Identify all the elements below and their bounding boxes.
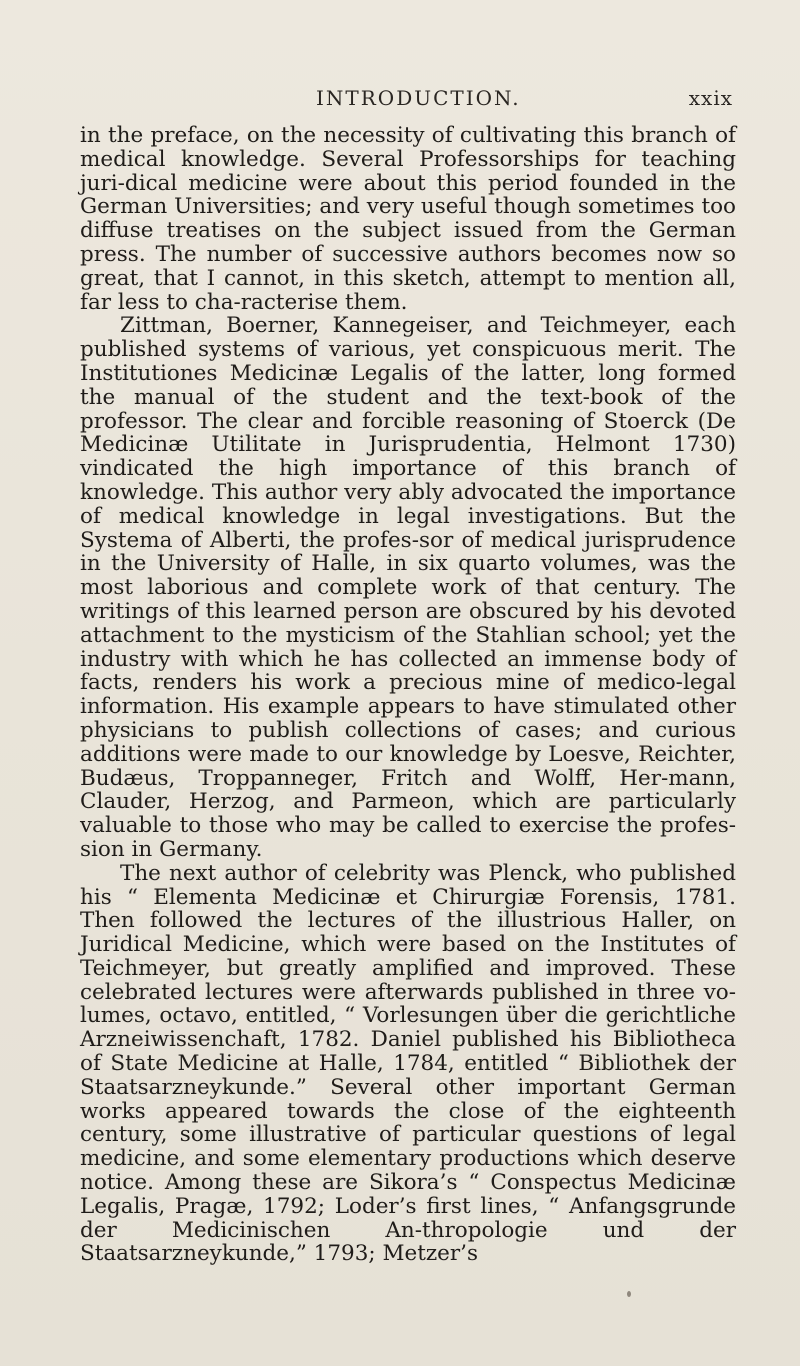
running-head <box>80 80 733 112</box>
page-number: xxix <box>688 86 733 110</box>
paragraph-plenck: The next author of celebrity was Plenck, who published his “ Elementa Medicinæ et Chirurgiæ Forensis, 1781. Then followed the lectures of the illustrious Haller, on Juridical Medicine, which were based on the Institutes of Teichmeyer, but greatly amplified and improved. These celebrated lectures were afterwards published in three vo-lumes, octavo, entitled, “ Vorlesungen über die gerichtliche Arzneiwissenchaft, 1782. Daniel published his Bibliotheca of State Medicine at Halle, 1784, entitled “ Bibliothek der Staatsarzneykunde.” Several other important German works appeared towards the close of the eighteenth century, some illustrative of particular questions of legal medicine, and some elementary productions which deserve notice. Among these are Sikora’s “ Conspectus Medicinæ Legalis, Pragæ, 1792; Loder’s first lines, “ Anfangsgrunde der Medicinischen An-thropologie und der Staatsarzneykunde,” 1793; Metzer’s <box>80 860 736 1267</box>
paragraph-continuation: in the preface, on the necessity of cultivating this branch of medical knowledge. Several Professorships for teaching juri-dical medicine were about this period founded in the German Universities; and very useful though sometimes too diffuse treatises on the subject issued from the German press. The number of successive authors becomes now so great, that I cannot, in this sketch, attempt to mention all, far less to cha-racterise them. <box>80 123 736 315</box>
running-head-title: INTRODUCTION. <box>316 86 521 110</box>
body-text <box>80 124 736 1266</box>
paper-speck <box>627 1291 631 1297</box>
paragraph-zittman: Zittman, Boerner, Kannegeiser, and Teichmeyer, each published systems of various, yet conspicuous merit. The Institutiones Medicinæ Legalis of the latter, long formed the manual of the student and the text-book of the professor. The clear and forcible reasoning of Stoerck (De Medicinæ Utilitate in Jurisprudentia, Helmont 1730) vindicated the high importance of this branch of knowledge. This author very ably advocated the importance of medical knowledge in legal investigations. But the Systema of Alberti, the profes-sor of medical jurisprudence in the University of Halle, in six quarto volumes, was the most laborious and complete work of that century. The writings of this learned person are obscured by his devoted attachment to the mysticism of the Stahlian school; yet the industry with which he has collected an immense body of facts, renders his work a precious mine of medico-legal information. His example appears to have stimulated other physicians to publish collections of cases; and curious additions were made to our knowledge by Loesve, Reichter, Budæus, Troppanneger, Fritch and Wolff, Her-mann, Clauder, Herzog, and Parmeon, which are particularly valuable to those who may be called to exercise the profes-sion in Germany. <box>80 313 736 862</box>
